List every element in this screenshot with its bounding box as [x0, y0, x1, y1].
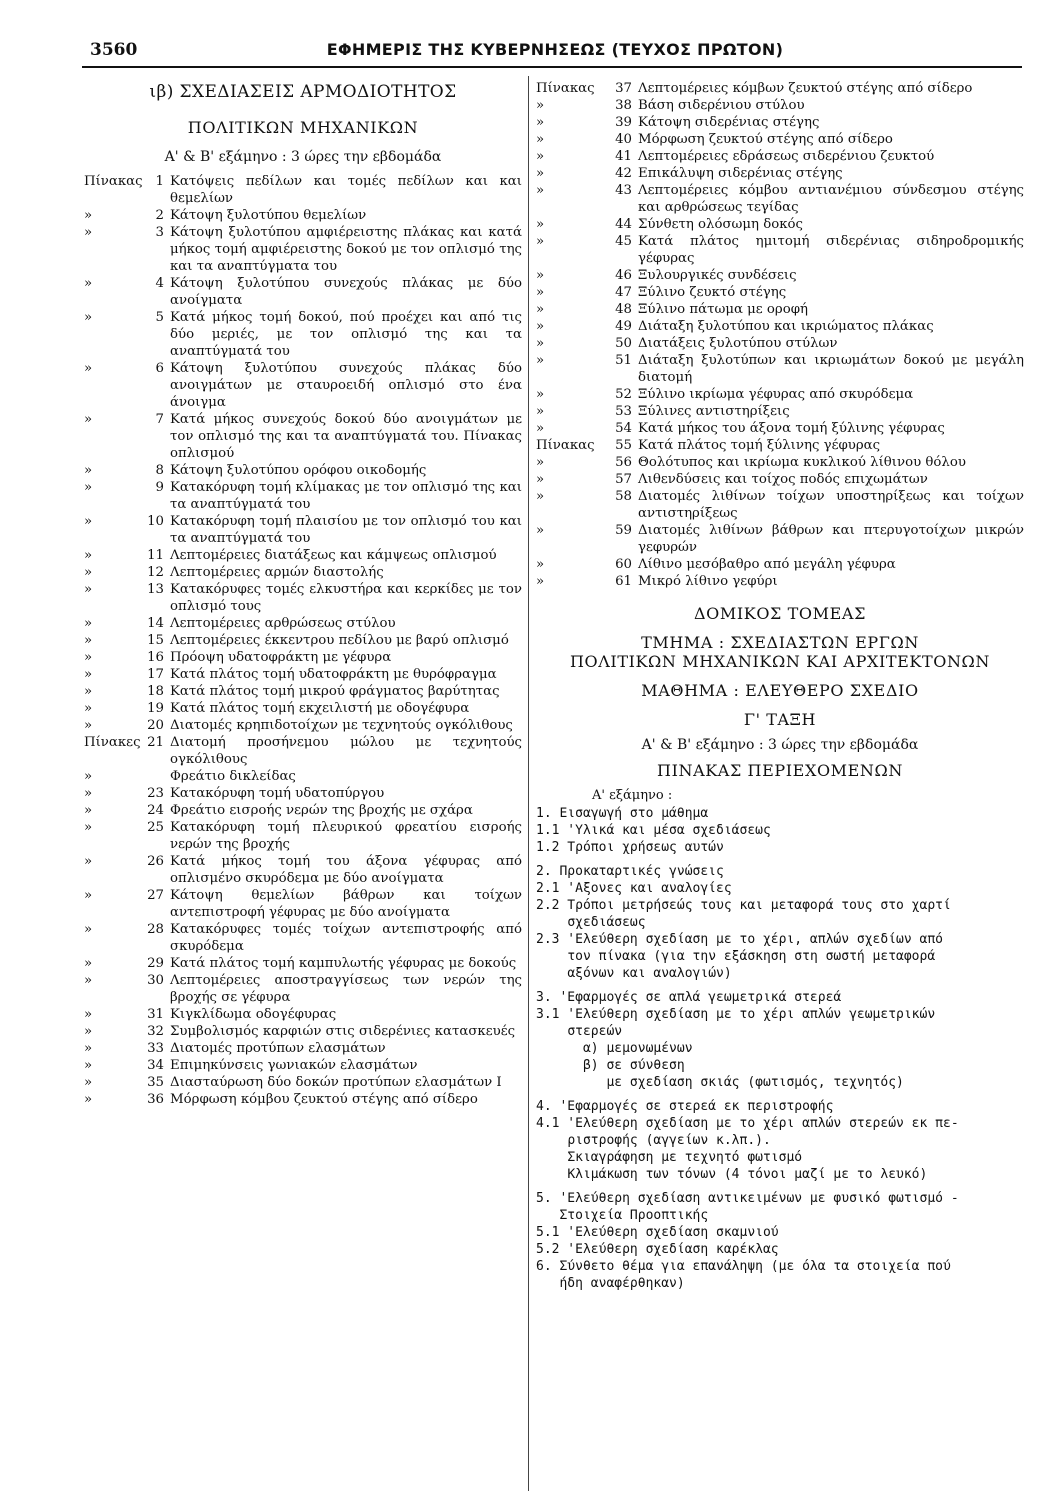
plate-number: 11 — [147, 548, 164, 563]
plate-item — [84, 1023, 522, 1040]
plate-item — [84, 547, 522, 564]
plate-prefix: » — [84, 888, 93, 903]
plate-prefix: » — [84, 412, 93, 427]
plate-title: Λεπτομέρειες κόμβου αντιανέμιου σύνδεσμου στέγης και αρθρώσεως τεγίδας — [638, 183, 1024, 215]
plate-title: Διάταξη ξυλοτύπου και ικριώματος πλάκας — [638, 319, 934, 334]
plate-title: Διατάξεις ξυλοτύπου στύλων — [638, 336, 838, 351]
plate-number: 56 — [615, 455, 632, 470]
plate-item — [536, 403, 1024, 420]
toc-spacer — [536, 982, 1024, 989]
plate-prefix: » — [84, 1024, 93, 1039]
plate-title: Διατομή προσήνεμου μώλου με τεχνητούς ογκόλιθους — [170, 735, 522, 767]
plate-title: Βάση σιδερένιου στύλου — [638, 98, 805, 113]
plate-number: 50 — [615, 336, 632, 351]
plate-number: 32 — [147, 1024, 164, 1039]
class-title: Γ' ΤΑΞΗ — [743, 710, 817, 729]
page-number: 3560 — [90, 40, 138, 60]
plate-prefix: » — [536, 285, 545, 300]
section-subheading: ΠΟΛΙΤΙΚΩΝ ΜΗΧΑΝΙΚΩΝ — [187, 118, 419, 137]
plate-number: 8 — [155, 463, 164, 478]
plate-number: 15 — [147, 633, 164, 648]
plate-title: Κατακόρυφη τομή κλίμακας με τον οπλισμό της και τα αναπτύγματά του — [170, 480, 522, 512]
plate-item — [84, 972, 522, 1006]
plate-title: Διασταύρωση δύο δοκών προτύπων ελασμάτων Ι — [170, 1075, 502, 1090]
plate-item — [84, 768, 522, 785]
column-divider — [528, 76, 529, 1491]
toc-line: Στοιχεία Προοπτικής — [536, 1208, 709, 1223]
plate-prefix: » — [536, 115, 545, 130]
plate-prefix: » — [84, 973, 93, 988]
plate-number: 25 — [147, 820, 164, 835]
plate-number: 35 — [147, 1075, 164, 1090]
plate-number: 33 — [147, 1041, 164, 1056]
plate-number: 5 — [155, 310, 164, 325]
plate-prefix: » — [84, 276, 93, 291]
plate-item — [536, 216, 1024, 233]
plate-title: Μικρό λίθινο γεφύρι — [638, 574, 778, 589]
plate-prefix: » — [84, 854, 93, 869]
plate-number: 58 — [615, 489, 632, 504]
plate-item — [536, 97, 1024, 114]
plate-prefix: Πίνακας — [536, 81, 595, 96]
plate-number: 12 — [147, 565, 164, 580]
plate-prefix: Πίνακες — [84, 735, 141, 750]
plate-number: 45 — [615, 234, 632, 249]
toc-line: α) μεμονωμένων — [536, 1041, 693, 1056]
plate-prefix: » — [84, 616, 93, 631]
department-line-2: ΠΟΛΙΤΙΚΩΝ ΜΗΧΑΝΙΚΩΝ ΚΑΙ ΑΡΧΙΤΕΚΤΟΝΩΝ — [569, 652, 991, 671]
plate-prefix: » — [84, 1075, 93, 1090]
plate-title: Κάτοψη σιδερένιας στέγης — [638, 115, 820, 130]
plate-prefix: » — [84, 633, 93, 648]
plate-title: Επιμηκύνσεις γωνιακών ελασμάτων — [170, 1058, 418, 1073]
plate-title: Κιγκλίδωμα οδογέφυρας — [170, 1007, 337, 1022]
plate-item — [84, 683, 522, 700]
plate-number: 41 — [615, 149, 632, 164]
plate-title: Κατά μήκος συνεχούς δοκού δύο ανοιγμάτων με τον οπλισμό της και τα αναπτύγματά του. Πίνακας οπλισμού — [170, 412, 522, 461]
plate-title: Λεπτομέρειες διατάξεως και κάμψεως οπλισμού — [170, 548, 497, 563]
plate-number: 36 — [147, 1092, 164, 1107]
plate-number: 13 — [147, 582, 164, 597]
plate-number: 43 — [615, 183, 632, 198]
plate-prefix: » — [536, 472, 545, 487]
plate-title: Ξύλινες αντιστηρίξεις — [638, 404, 790, 419]
plate-title: Κατακόρυφες τομές τοίχων αντεπιστροφής από σκυρόδεμα — [170, 922, 522, 954]
toc-line: 2.1 'Αξονες και αναλογίες — [536, 881, 732, 896]
plate-number: 23 — [147, 786, 164, 801]
plate-title: Κατακόρυφη τομή πλευρικού φρεατίου εισροής νερών της βροχής — [170, 820, 522, 852]
plate-number: 47 — [615, 285, 632, 300]
plate-number: 42 — [615, 166, 632, 181]
plate-number: 21 — [147, 735, 164, 750]
plate-title: Ξύλινο ικρίωμα γέφυρας από σκυρόδεμα — [638, 387, 914, 402]
plate-item — [84, 309, 522, 360]
plate-title: Κάτοψη ξυλοτύπου αμφιέρειστης πλάκας και κατά μήκος τομή αμφιέρειστης δοκού με τον οπλισμό της και τα αναπτύγματα του — [170, 225, 522, 274]
plate-title: Λεπτομέρειες αρμών διαστολής — [170, 565, 384, 580]
toc-line: 5.2 'Ελεύθερη σχεδίαση καρέκλας — [536, 1242, 779, 1257]
plate-item — [84, 1006, 522, 1023]
plate-item — [84, 785, 522, 802]
plate-item — [536, 556, 1024, 573]
plate-title: Κατακόρυφη τομή υδατοπύργου — [170, 786, 385, 801]
plate-prefix: » — [84, 1041, 93, 1056]
plate-item — [536, 318, 1024, 335]
plate-prefix: » — [84, 310, 93, 325]
plate-number: 61 — [615, 574, 632, 589]
plate-prefix: » — [536, 387, 545, 402]
plate-item — [536, 522, 1024, 556]
plate-title: Διατομές προτύπων ελασμάτων — [170, 1041, 386, 1056]
section-heading: ιβ) ΣΧΕΔΙΑΣΕΙΣ ΑΡΜΟΔΙΟΤΗΤΟΣ — [149, 82, 457, 102]
plate-prefix: » — [84, 565, 93, 580]
toc-line: 6. Σύνθετο θέμα για επανάληψη (με όλα τα στοιχεία πού — [536, 1259, 951, 1274]
plate-prefix: » — [84, 463, 93, 478]
plate-item — [84, 360, 522, 411]
plate-prefix: » — [536, 455, 545, 470]
plate-item — [84, 207, 522, 224]
plate-number: 55 — [615, 438, 632, 453]
plate-number: 52 — [615, 387, 632, 402]
plate-item — [84, 734, 522, 768]
plate-prefix: » — [536, 404, 545, 419]
plate-number: 30 — [147, 973, 164, 988]
plate-item — [536, 573, 1024, 590]
plate-prefix: Πίνακας — [84, 174, 143, 189]
plate-title: Διατομές λιθίνων βάθρων και πτερυγοτοίχων μικρών γεφυρών — [638, 523, 1024, 555]
plate-title: Επικάλυψη σιδερένιας στέγης — [638, 166, 843, 181]
plate-title: Κατόψεις πεδίλων και τομές πεδίλων και και θεμελίων — [170, 174, 522, 206]
plate-title: Κάτοψη ξυλοτύπου ορόφου οικοδομής — [170, 463, 427, 478]
plate-title: Σύνθετη ολόσωμη δοκός — [638, 217, 803, 232]
plate-title: Κατά μήκος του άξονα τομή ξύλινης γέφυρας — [638, 421, 945, 436]
plate-number: 14 — [147, 616, 164, 631]
plate-title: Λεπτομέρειες έκκεντρου πεδίλου με βαρύ οπλισμό — [170, 633, 509, 648]
plate-title: Ξύλινο ζευκτό στέγης — [638, 285, 787, 300]
plate-title: Λίθινο μεσόβαθρο από μεγάλη γέφυρα — [638, 557, 896, 572]
plate-number: 37 — [615, 81, 632, 96]
plate-item — [536, 352, 1024, 386]
plate-title: Κατά πλάτος ημιτομή σιδερένιας σιδηροδρομικής γέφυρας — [638, 234, 1024, 266]
plate-prefix: » — [536, 336, 545, 351]
plate-prefix: » — [84, 582, 93, 597]
toc-line: 2.3 'Ελεύθερη σχεδίαση με το χέρι, απλών σχεδίων από — [536, 932, 943, 947]
toc-line: ριστροφής (αγγείων κ.λπ.). — [536, 1133, 771, 1148]
plate-number: 26 — [147, 854, 164, 869]
plate-item — [84, 1057, 522, 1074]
toc-line: τον πίνακα (για την εξάσκηση στη σωστή μεταφορά — [536, 949, 936, 964]
plate-item — [536, 182, 1024, 216]
toc-spacer — [536, 1183, 1024, 1190]
toc-line: 4.1 'Ελεύθερη σχεδίαση με το χέρι απλών στερεών εκ πε- — [536, 1116, 959, 1131]
plate-title: Μόρφωση ζευκτού στέγης από σίδερο — [638, 132, 893, 147]
sector-title: ΔΟΜΙΚΟΣ ΤΟΜΕΑΣ — [694, 604, 866, 623]
plate-item — [84, 411, 522, 462]
plate-title: Θολότυπος και ικρίωμα κυκλικού λίθινου θόλου — [638, 455, 966, 470]
plate-prefix: » — [84, 786, 93, 801]
plates-list — [84, 173, 522, 1108]
plate-item — [536, 165, 1024, 182]
toc-line: 5. 'Ελεύθερη σχεδίαση αντικειμένων με φυσικό φωτισμό - — [536, 1191, 959, 1206]
plate-item — [84, 649, 522, 666]
toc-line: ήδη αναφέρθηκαν) — [536, 1276, 685, 1291]
plate-number: 7 — [155, 412, 164, 427]
plate-number: 53 — [615, 404, 632, 419]
left-column — [84, 80, 522, 1108]
toc-line: Σκιαγράφηση με τεχνητό φωτισμό — [536, 1150, 803, 1165]
plates-list-continued — [536, 80, 1024, 590]
plate-number: 1 — [155, 174, 164, 189]
plate-title: Λεπτομέρειες εδράσεως σιδερένιου ζευκτού — [638, 149, 935, 164]
plate-prefix: » — [536, 217, 545, 232]
plate-number — [136, 768, 170, 785]
toc-spacer — [536, 856, 1024, 863]
plate-item — [84, 802, 522, 819]
plate-prefix: » — [84, 667, 93, 682]
plate-prefix: » — [84, 1007, 93, 1022]
toc-list — [536, 805, 1024, 1292]
plate-title: Ξυλουργικές συνδέσεις — [638, 268, 797, 283]
plate-number: 27 — [147, 888, 164, 903]
plate-number: 34 — [147, 1058, 164, 1073]
plate-prefix: » — [536, 353, 545, 368]
plate-prefix: » — [84, 480, 93, 495]
plate-item — [84, 173, 522, 207]
plate-prefix: » — [84, 1092, 93, 1107]
plate-item — [536, 335, 1024, 352]
plate-prefix: » — [536, 98, 545, 113]
plate-number: 60 — [615, 557, 632, 572]
plate-number: 49 — [615, 319, 632, 334]
plate-title: Λεπτομέρειες αποστραγγίσεως των νερών της βροχής σε γέφυρα — [170, 973, 522, 1005]
plate-item — [536, 284, 1024, 301]
plate-number: 46 — [615, 268, 632, 283]
plate-number: 24 — [147, 803, 164, 818]
plate-number: 17 — [147, 667, 164, 682]
plate-prefix: » — [536, 489, 545, 504]
plate-number: 39 — [615, 115, 632, 130]
plate-prefix: » — [536, 574, 545, 589]
plate-item — [536, 437, 1024, 454]
plate-item — [536, 131, 1024, 148]
plate-title: Κατά πλάτος τομή εκχειλιστή με οδογέφυρα — [170, 701, 470, 716]
plate-item — [84, 632, 522, 649]
plate-number: 31 — [147, 1007, 164, 1022]
plate-item — [84, 513, 522, 547]
plate-title: Πρόοψη υδατοφράκτη με γέφυρα — [170, 650, 392, 665]
plate-item — [84, 921, 522, 955]
plate-number: 54 — [615, 421, 632, 436]
journal-title: ΕΦΗΜΕΡΙΣ ΤΗΣ ΚΥΒΕΡΝΗΣΕΩΣ (ΤΕΥΧΟΣ ΠΡΩΤΟΝ) — [326, 40, 784, 59]
plate-title: Κάτοψη θεμελίων βάθρων και τοίχων αντεπιστροφή γέφυρας με δύο ανοίγματα — [170, 888, 522, 920]
plate-item — [536, 420, 1024, 437]
plate-item — [84, 479, 522, 513]
plate-prefix: » — [84, 701, 93, 716]
plate-prefix: » — [536, 319, 545, 334]
plate-prefix: » — [84, 684, 93, 699]
plate-prefix: » — [536, 149, 545, 164]
plate-item — [84, 887, 522, 921]
plate-title: Κατά πλάτος τομή μικρού φράγματος βαρύτητας — [170, 684, 500, 699]
department-line-1: ΤΜΗΜΑ : ΣΧΕΔΙΑΣΤΩΝ ΕΡΓΩΝ — [641, 633, 919, 652]
plate-item — [536, 386, 1024, 403]
plate-item — [84, 700, 522, 717]
page-header — [90, 40, 1020, 66]
toc-line: 3. 'Εφαρμογές σε απλά γεωμετρικά στερεά — [536, 990, 842, 1005]
plate-number: 38 — [615, 98, 632, 113]
plate-number: 2 — [155, 208, 164, 223]
plate-title: Διατομές λιθίνων τοίχων υποστηρίξεως και τοίχων αντιστηρίξεως — [638, 489, 1024, 521]
plate-item — [536, 148, 1024, 165]
plate-title: Διατομές κρηπιδοτοίχων με τεχνητούς ογκόλιθους — [170, 718, 513, 733]
toc-line: 1. Εισαγωγή στο μάθημα — [536, 806, 709, 821]
header-rule — [82, 66, 1022, 68]
plate-item — [84, 462, 522, 479]
plate-number: 51 — [615, 353, 632, 368]
plate-number: 29 — [147, 956, 164, 971]
plate-prefix: » — [84, 803, 93, 818]
plate-prefix: Πίνακας — [536, 438, 595, 453]
plate-item — [84, 1040, 522, 1057]
toc-line: σχεδιάσεως — [536, 915, 646, 930]
plate-number: 18 — [147, 684, 164, 699]
toc-line: 3.1 'Ελεύθερη σχεδίαση με το χέρι απλών γεωμετρικών — [536, 1007, 936, 1022]
plate-prefix: » — [536, 268, 545, 283]
plate-item — [84, 819, 522, 853]
plate-title: Λεπτομέρειες αρθρώσεως στύλου — [170, 616, 396, 631]
plate-title: Διάταξη ξυλοτύπων και ικριωμάτων δοκού με μεγάλη διατομή — [638, 353, 1024, 385]
plate-item — [84, 564, 522, 581]
plate-number: 3 — [155, 225, 164, 240]
toc-line: 1.1 'Υλικά και μέσα σχεδιάσεως — [536, 823, 771, 838]
plate-number: 10 — [147, 514, 164, 529]
plate-item — [536, 80, 1024, 97]
plate-title: Κάτοψη ξυλοτύπου συνεχούς πλάκας με δύο ανοίγματα — [170, 276, 522, 308]
plate-prefix: » — [84, 956, 93, 971]
plate-prefix: » — [536, 557, 545, 572]
plate-item — [536, 488, 1024, 522]
plate-number: 57 — [615, 472, 632, 487]
plate-prefix: » — [84, 361, 93, 376]
plate-prefix: » — [84, 922, 93, 937]
plate-number: 28 — [147, 922, 164, 937]
plate-number: 16 — [147, 650, 164, 665]
plate-title: Συμβολισμός καρφιών στις σιδερένιες κατασκευές — [170, 1024, 516, 1039]
plate-number: 4 — [155, 276, 164, 291]
toc-line: 2.2 Τρόποι μετρήσεώς τους και μεταφορά τους στο χαρτί — [536, 898, 951, 913]
plate-prefix: » — [84, 225, 93, 240]
plate-item — [536, 454, 1024, 471]
plate-item — [536, 114, 1024, 131]
toc-line: Κλιμάκωση των τόνων (4 τόνοι μαζί με το λευκό) — [536, 1167, 928, 1182]
plate-title: Λεπτομέρειες κόμβων ζευκτού στέγης από σίδερο — [638, 81, 973, 96]
plate-item — [84, 1074, 522, 1091]
plate-item — [84, 224, 522, 275]
plate-number: 19 — [147, 701, 164, 716]
semester-hours: Α' & Β' εξάμηνο : 3 ώρες την εβδομάδα — [164, 149, 442, 165]
plate-prefix: » — [84, 650, 93, 665]
plate-item — [536, 233, 1024, 267]
plate-prefix: » — [536, 421, 545, 436]
toc-line: 2. Προκαταρτικές γνώσεις — [536, 864, 724, 879]
plate-prefix: » — [84, 718, 93, 733]
plate-title: Κατά μήκος τομή του άξονα γέφυρας από οπλισμένο σκυρόδεμα με δύο ανοίγματα — [170, 854, 522, 886]
plate-prefix: » — [536, 523, 545, 538]
semester-hours: Α' & Β' εξάμηνο : 3 ώρες την εβδομάδα — [641, 737, 919, 753]
plate-prefix: » — [84, 548, 93, 563]
plate-prefix: » — [84, 208, 93, 223]
plate-title: Κάτοψη ξυλοτύπου συνεχούς πλάκας δύο ανοιγμάτων με σταυροειδή οπλισμό στο ένα άνοιγμα — [170, 361, 522, 410]
toc-semester: Α' εξάμηνο : — [592, 788, 673, 803]
plate-item — [536, 471, 1024, 488]
plate-item — [84, 717, 522, 734]
toc-line: 5.1 'Ελεύθερη σχεδίαση σκαμνιού — [536, 1225, 779, 1240]
plate-prefix: » — [536, 166, 545, 181]
plate-prefix: » — [84, 820, 93, 835]
plate-title: Κατά πλάτος τομή υδατοφράκτη με θυρόφραγμα — [170, 667, 497, 682]
plate-item — [536, 267, 1024, 284]
plate-title: Κατακόρυφη τομή πλαισίου με τον οπλισμό του και τα αναπτύγματά του — [170, 514, 522, 546]
plate-title: Φρεάτιο δικλείδας — [170, 769, 296, 784]
plate-number: 20 — [147, 718, 164, 733]
plate-number: 9 — [155, 480, 164, 495]
plate-prefix: » — [84, 514, 93, 529]
plate-title: Φρεάτιο εισροής νερών της βροχής με σχάρα — [170, 803, 473, 818]
toc-line: με σχεδίαση σκιάς (φωτισμός, τεχνητός) — [536, 1075, 904, 1090]
plate-item — [536, 301, 1024, 318]
plate-prefix: » — [84, 769, 93, 784]
plate-title: Ξύλινο πάτωμα με οροφή — [638, 302, 809, 317]
plate-number: 40 — [615, 132, 632, 147]
toc-line: β) σε σύνθεση — [536, 1058, 685, 1073]
plate-prefix: » — [536, 302, 545, 317]
plate-title: Μόρφωση κόμβου ζευκτού στέγης από σίδερο — [170, 1092, 478, 1107]
plate-title: Λιθενδύσεις και τοίχος ποδός επιχωμάτων — [638, 472, 928, 487]
plate-prefix: » — [536, 132, 545, 147]
plate-number: 6 — [155, 361, 164, 376]
plate-item — [84, 581, 522, 615]
plate-prefix: » — [84, 1058, 93, 1073]
plate-title: Κάτοψη ξυλοτύπου θεμελίων — [170, 208, 367, 223]
plate-item — [84, 615, 522, 632]
plate-title: Κατά πλάτος τομή καμπυλωτής γέφυρας με δοκούς — [170, 956, 517, 971]
toc-line: αξόνων και αναλογιών) — [536, 966, 732, 981]
plate-prefix: » — [536, 234, 545, 249]
plate-number: 44 — [615, 217, 632, 232]
plate-prefix: » — [536, 183, 545, 198]
plate-item — [84, 955, 522, 972]
plate-title: Κατά πλάτος τομή ξύλινης γέφυρας — [638, 438, 881, 453]
plate-title: Κατακόρυφες τομές ελκυστήρα και κερκίδες με τον οπλισμό τους — [170, 582, 522, 614]
course-title: ΜΑΘΗΜΑ : ΕΛΕΥΘΕΡΟ ΣΧΕΔΙΟ — [641, 681, 919, 700]
plate-item — [84, 666, 522, 683]
toc-line: 1.2 Τρόποι χρήσεως αυτών — [536, 840, 724, 855]
toc-line: στερεών — [536, 1024, 623, 1039]
plate-item — [84, 1091, 522, 1108]
toc-line: 4. 'Εφαρμογές σε στερεά εκ περιστροφής — [536, 1099, 834, 1114]
plate-number: 48 — [615, 302, 632, 317]
plate-number: 59 — [615, 523, 632, 538]
toc-title: ΠΙΝΑΚΑΣ ΠΕΡΙΕΧΟΜΕΝΩΝ — [657, 761, 903, 780]
plate-item — [84, 275, 522, 309]
plate-title: Κατά μήκος τομή δοκού, πού προέχει και από τις δύο μεριές, με τον οπλισμό της και τα αναπτύγματά του — [170, 310, 522, 359]
toc-spacer — [536, 1091, 1024, 1098]
plate-item — [84, 853, 522, 887]
right-column — [536, 80, 1024, 1292]
